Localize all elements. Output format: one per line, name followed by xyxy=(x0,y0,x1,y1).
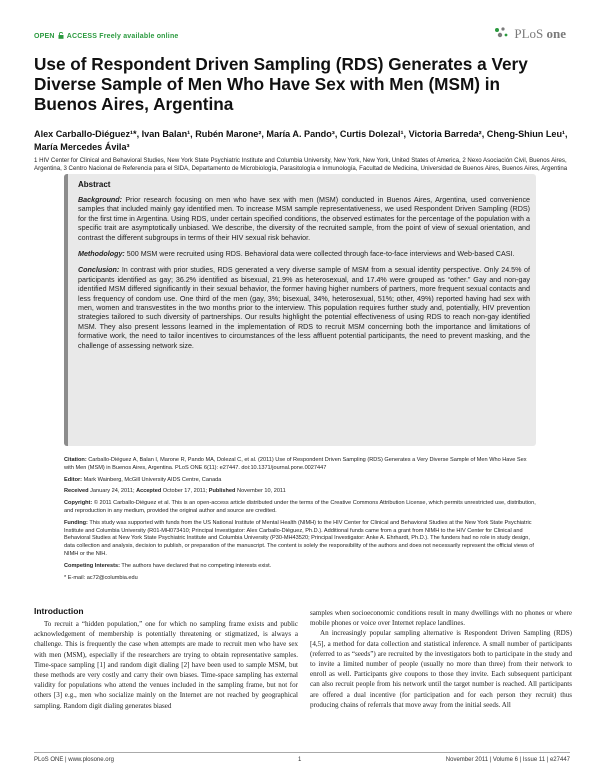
abstract-box xyxy=(64,174,536,446)
introduction-heading: Introduction xyxy=(34,606,84,616)
affiliations: 1 HIV Center for Clinical and Behavioral Studies, New York State Psychiatric Institute and Columbia University, New York, New York, United States of America, 2 Nexo Asociación Civil, Buenos Aires, Argentina, 3 Centro Nacional de Referencia para el SIDA, Departamento de Microbiología, Parasitología e Inmunología, Facultad de Medicina, Universidad de Buenos Aires, Buenos Aires, Argentina xyxy=(34,157,568,173)
citation xyxy=(64,457,538,473)
published-date: November 10, 2011 xyxy=(235,488,286,495)
one-word: one xyxy=(546,26,566,41)
funding xyxy=(64,520,538,559)
methodology-text: 500 MSM were recruited using RDS. Behavioral data were collected through face-to-face interviews and Web-based CASI. xyxy=(124,250,515,259)
author-list: Alex Carballo-Diéguez¹*, Ivan Balan¹, Rubén Marone², María A. Pando³, Curtis Dolezal¹, Victoria Barreda², Cheng-Shiun Leu¹, María Mercedes Ávila³ xyxy=(34,129,568,152)
funding-label: Funding: xyxy=(64,519,88,526)
open-word: OPEN xyxy=(34,33,55,40)
received-label: Received xyxy=(64,488,89,495)
copyright-text: © 2011 Carballo-Diéguez et al. This is an open-access article distributed under the terms of the Creative Commons Attribution License, which permits unrestricted use, distribution, and reproduction in any medium, provided the original author and source are credited. xyxy=(64,500,536,514)
citation-text: Carballo-Diéguez A, Balan I, Marone R, Pando MA, Dolezal C, et al. (2011) Use of Respondent Driven Sampling (RDS) Generates a Very Diverse Sample of Men Who Have Sex with Men (MSM) in Buenos Aires, Argentina. PLoS ONE 6(11): e27447. doi:10.1371/journal.pone.0027447 xyxy=(64,457,527,471)
citation-label: Citation: xyxy=(64,457,87,463)
intro-column-left xyxy=(34,619,298,711)
background-text: Prior research focusing on men who have sex with men (MSM) conducted in Buenos Aires, Argentina, used convenience samples that included mainly gay identified men. To increase MSM sample representativeness, we used Respondent Driven Sampling (RDS) for the first time in Argentina. Using RDS, under certain specified conditions, the observed estimates for the percentage of the population with a specific trait are asymptotically unbiased. We describe, the diversity of the recruited sample, from the point of view of sexual orientation, and contrast the different subgroups in terms of their HIV sexual risk behavior. xyxy=(78,196,530,242)
accepted-date: October 17, 2011; xyxy=(161,488,209,495)
footer-rule xyxy=(34,752,570,753)
published-label: Published xyxy=(208,488,236,495)
journal-header xyxy=(34,28,566,48)
competing-label: Competing Interests: xyxy=(64,562,120,569)
article-title: Use of Respondent Driven Sampling (RDS) Generates a Very Diverse Sample of Men Who Have Sex with Men (MSM) in Buenos Aires, Argentina xyxy=(34,54,528,114)
editor xyxy=(64,477,538,485)
access-word: ACCESS xyxy=(66,33,98,40)
abstract-stripe xyxy=(64,174,68,446)
received-date: January 24, 2011; xyxy=(88,488,137,495)
intro-paragraph-2: samples when socioeconomic conditions result in many dwellings with no phones or where mobile phones or voice over Internet replace landlines. xyxy=(310,609,572,628)
conclusion-text: In contrast with prior studies, RDS generated a very diverse sample of MSM from a sexual identity perspective. Only 24.5% of participants identified as gay; 36.2% identified as bisexual, 21.9% as heterosexual, and 17.4% were grouped as “other.” Gay and non-gay identified MSM differed significantly in their sexual behavior, the former having higher numbers of partners, more frequent sexual contacts and less frequency of condom use. One third of the men (gay, 3%; bisexual, 34%, heterosexual, 51%; other, 49%) reported having had sex with men, women and transvestites in the two months prior to the interview. This population requires further study and, potentially, HIV prevention strategies tailored to such diversity of partnerships. Our results highlight the potential effectiveness of using RDS to reach non-gay identified MSM. They also present lessons learned in the implementation of RDS to recruit MSM concerning both the importance and limitations of formative work, the need to tailor incentives to circumstances of the less affluent potential participants, the need to prevent masking, and the challenge of assessing network size. xyxy=(78,266,530,350)
funding-text: This study was supported with funds from the US National Institute of Mental Health (NIMH) to the HIV Center for Clinical and Behavioral Studies at the New York State Psychiatric Institute and Columbia University (R01-MH073410; Principal Investigator: Alex Carballo-Diéguez, Ph.D.). Additional funds came from a grant from NIMH to the HIV Center for Clinical and Behavioral Studies at New York State Psychiatric Institute and Columbia University (P30-MH43520; Principal Investigator: Anke A. Ehrhardt, Ph.D.). The funders had no role in study design, data collection and analysis, decision to publish, or preparation of the manuscript. The content is solely the responsibility of the authors and does not necessarily represent the official views of NIMH or the NIH. xyxy=(64,519,534,557)
copyright xyxy=(64,500,538,516)
intro-paragraph-3: An increasingly popular sampling alternative is Respondent Driven Sampling (RDS) [4,5], a method for data collection and statistical inference. A small number of participants (referred to as “seeds”) are recruited by the investigators both to participate in the study and to invite a limited number of people (usually no more than three) from their network to enroll as well. Participants give coupons to those they invite. Each subsequent participant can also recruit people from his network until the target number is reached. All participants are offered a dual incentive (for participation and for each person they recruit) thus producing chains of referrals that move away from the initial seeds. All xyxy=(310,629,572,709)
accepted-label: Accepted xyxy=(136,488,162,495)
intro-paragraph-1: To recruit a “hidden population,” one for which no sampling frame exists and public acknowledgement of membership is potentially threatening or stigmatized, is always a challenge. This is frequently the case when attempts are made to recruit men who have sex with men (MSM), especially if the researchers are trying to obtain representative samples. Time-space sampling [1] and random digit dialing [2] have been used to sample MSM, but these methods are very costly and carry their own biases. Time-space sampling has external validity for populations who attend the venues included in the sampling frame, but not for others [3] e.g., men who socialize mainly on the Internet are not reached by geographical sampling. Random digit dialing generates biased xyxy=(34,620,298,710)
footer-issue: November 2011 | Volume 6 | Issue 11 | e27447 xyxy=(445,757,570,763)
copyright-label: Copyright: xyxy=(64,500,93,507)
competing-interests xyxy=(64,563,538,571)
abstract-background xyxy=(78,196,530,243)
competing-text: The authors have declared that no competing interests exist. xyxy=(119,562,272,569)
dates xyxy=(64,488,538,496)
intro-column-right xyxy=(310,608,572,710)
footer-journal: PLoS ONE | www.plosone.org xyxy=(34,757,114,763)
conclusion-label: Conclusion: xyxy=(78,266,120,275)
abstract-heading: Abstract xyxy=(78,180,111,189)
open-access-banner xyxy=(34,32,179,40)
editor-text: Mark Wainberg, McGill University AIDS Centre, Canada xyxy=(82,476,222,483)
background-label: Background: xyxy=(78,196,123,204)
abstract-methodology xyxy=(78,250,530,259)
article-metadata xyxy=(64,457,538,586)
plos-one-logo xyxy=(493,26,566,42)
plos-word: PLoS xyxy=(514,26,544,41)
free-available-text: Freely available online xyxy=(99,33,179,40)
methodology-label: Methodology: xyxy=(78,250,125,259)
editor-label: Editor: xyxy=(64,476,83,483)
corresponding-email: * E-mail: ac72@columbia.edu xyxy=(64,574,138,581)
plos-dots-icon xyxy=(493,26,509,40)
page-number: 1 xyxy=(298,757,302,763)
open-lock-icon xyxy=(58,32,64,39)
abstract-conclusion xyxy=(78,266,530,351)
